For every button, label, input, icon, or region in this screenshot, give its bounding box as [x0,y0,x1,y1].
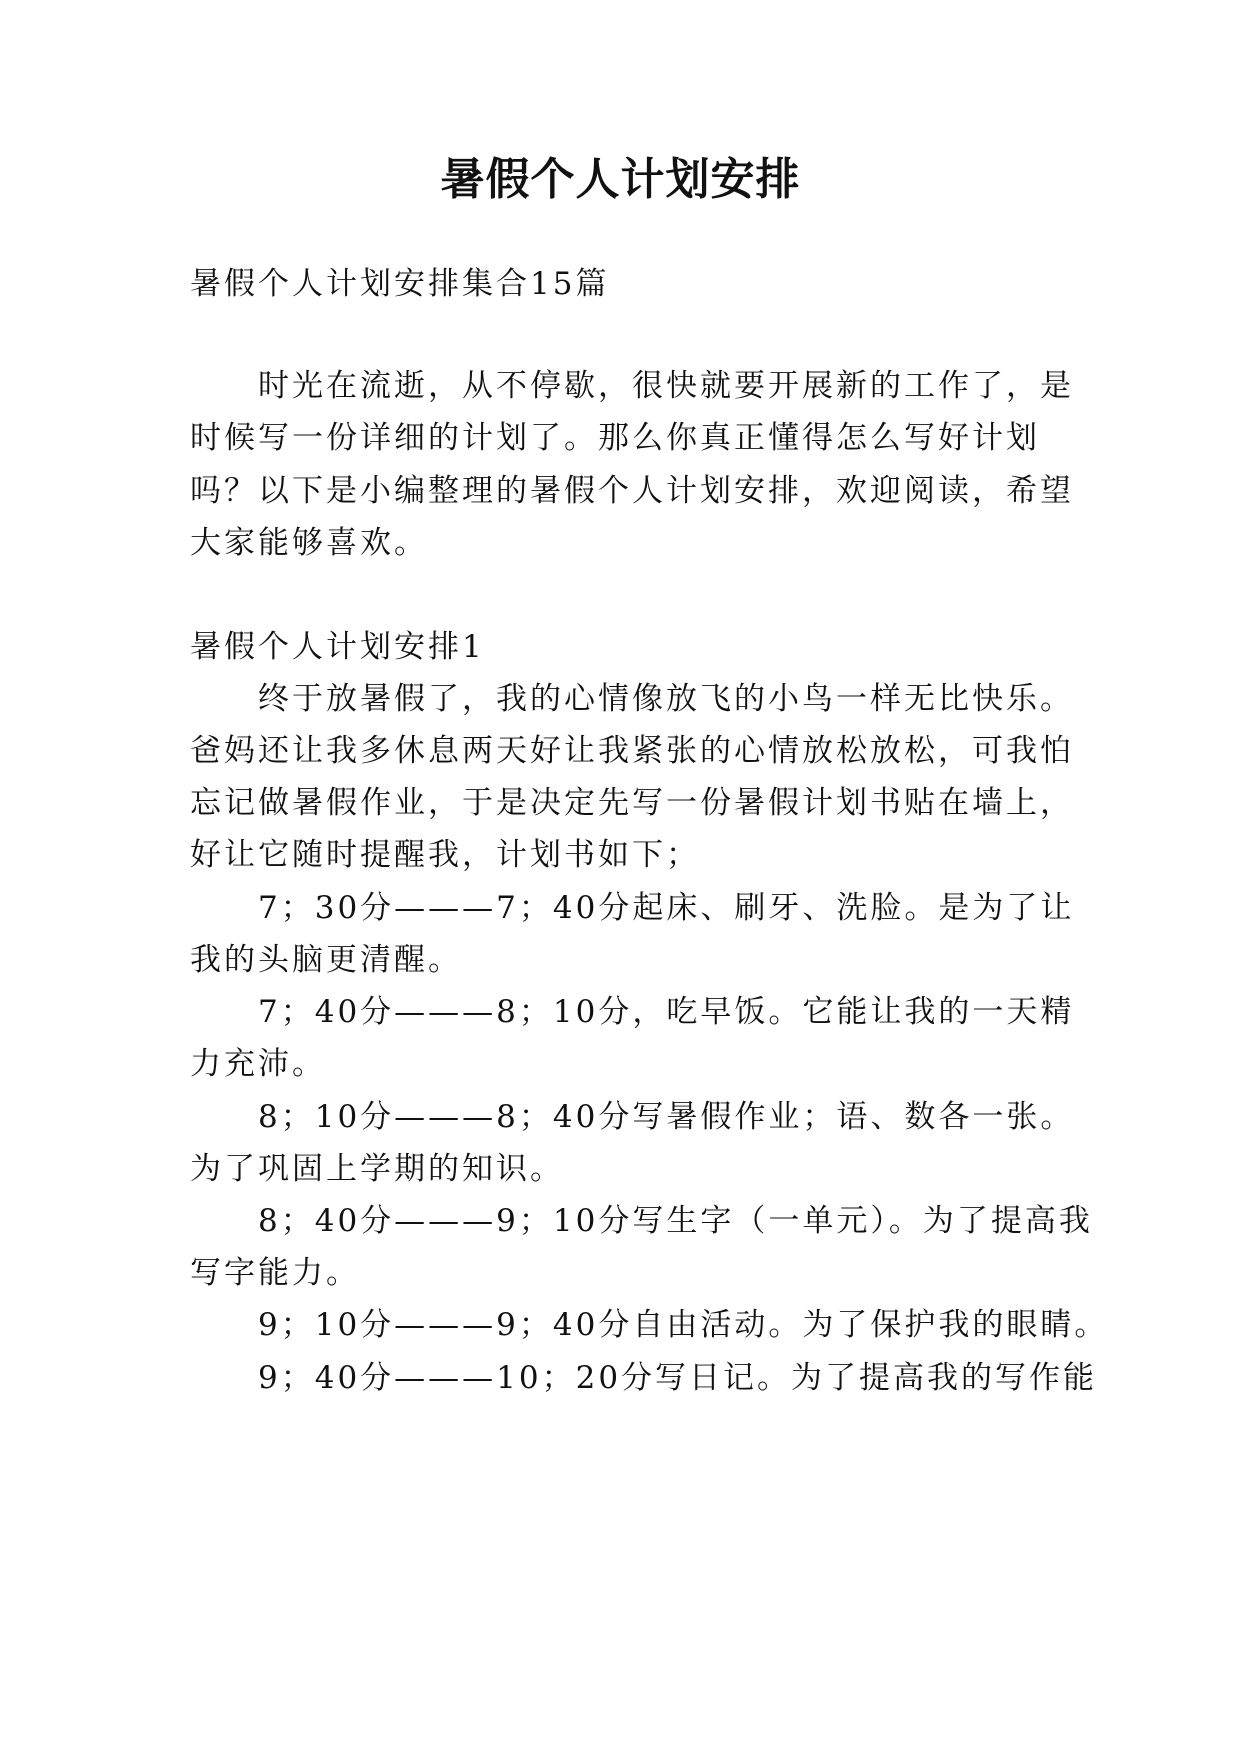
document-subtitle: 暑假个人计划安排集合15篇 [190,266,610,302]
intro-line: 大家能够喜欢。 [190,525,428,561]
schedule-line: 7；30分———7；40分起床、刷牙、洗脸。是为了让 [258,890,1075,926]
section-line: 忘记做暑假作业，于是决定先写一份暑假计划书贴在墙上， [190,785,1074,821]
section-heading: 暑假个人计划安排1 [190,629,485,665]
intro-line: 吗？以下是小编整理的暑假个人计划安排，欢迎阅读，希望 [190,473,1074,509]
schedule-line: 为了巩固上学期的知识。 [190,1151,564,1187]
section-line: 爸妈还让我多休息两天好让我紧张的心情放松放松，可我怕 [190,733,1074,769]
section-line: 好让它随时提醒我，计划书如下； [190,837,700,873]
schedule-line: 9；10分———9；40分自由活动。为了保护我的眼睛。 [258,1307,1109,1343]
schedule-line: 7；40分———8；10分，吃早饭。它能让我的一天精 [258,994,1075,1030]
schedule-line: 写字能力。 [190,1255,360,1291]
schedule-line: 力充沛。 [190,1046,326,1082]
document-title: 暑假个人计划安排 [440,154,801,205]
section-line: 终于放暑假了，我的心情像放飞的小鸟一样无比快乐。 [258,681,1074,717]
schedule-line: 9；40分———10；20分写日记。为了提高我的写作能 [258,1360,1098,1396]
schedule-line: 8；40分———9；10分写生字（一单元）。为了提高我 [258,1203,1093,1239]
schedule-line: 我的头脑更清醒。 [190,942,462,978]
intro-line: 时候写一份详细的计划了。那么你真正懂得怎么写好计划 [190,420,1040,456]
schedule-line: 8；10分———8；40分写暑假作业；语、数各一张。 [258,1099,1075,1135]
intro-line: 时光在流逝，从不停歇，很快就要开展新的工作了，是 [258,368,1074,404]
